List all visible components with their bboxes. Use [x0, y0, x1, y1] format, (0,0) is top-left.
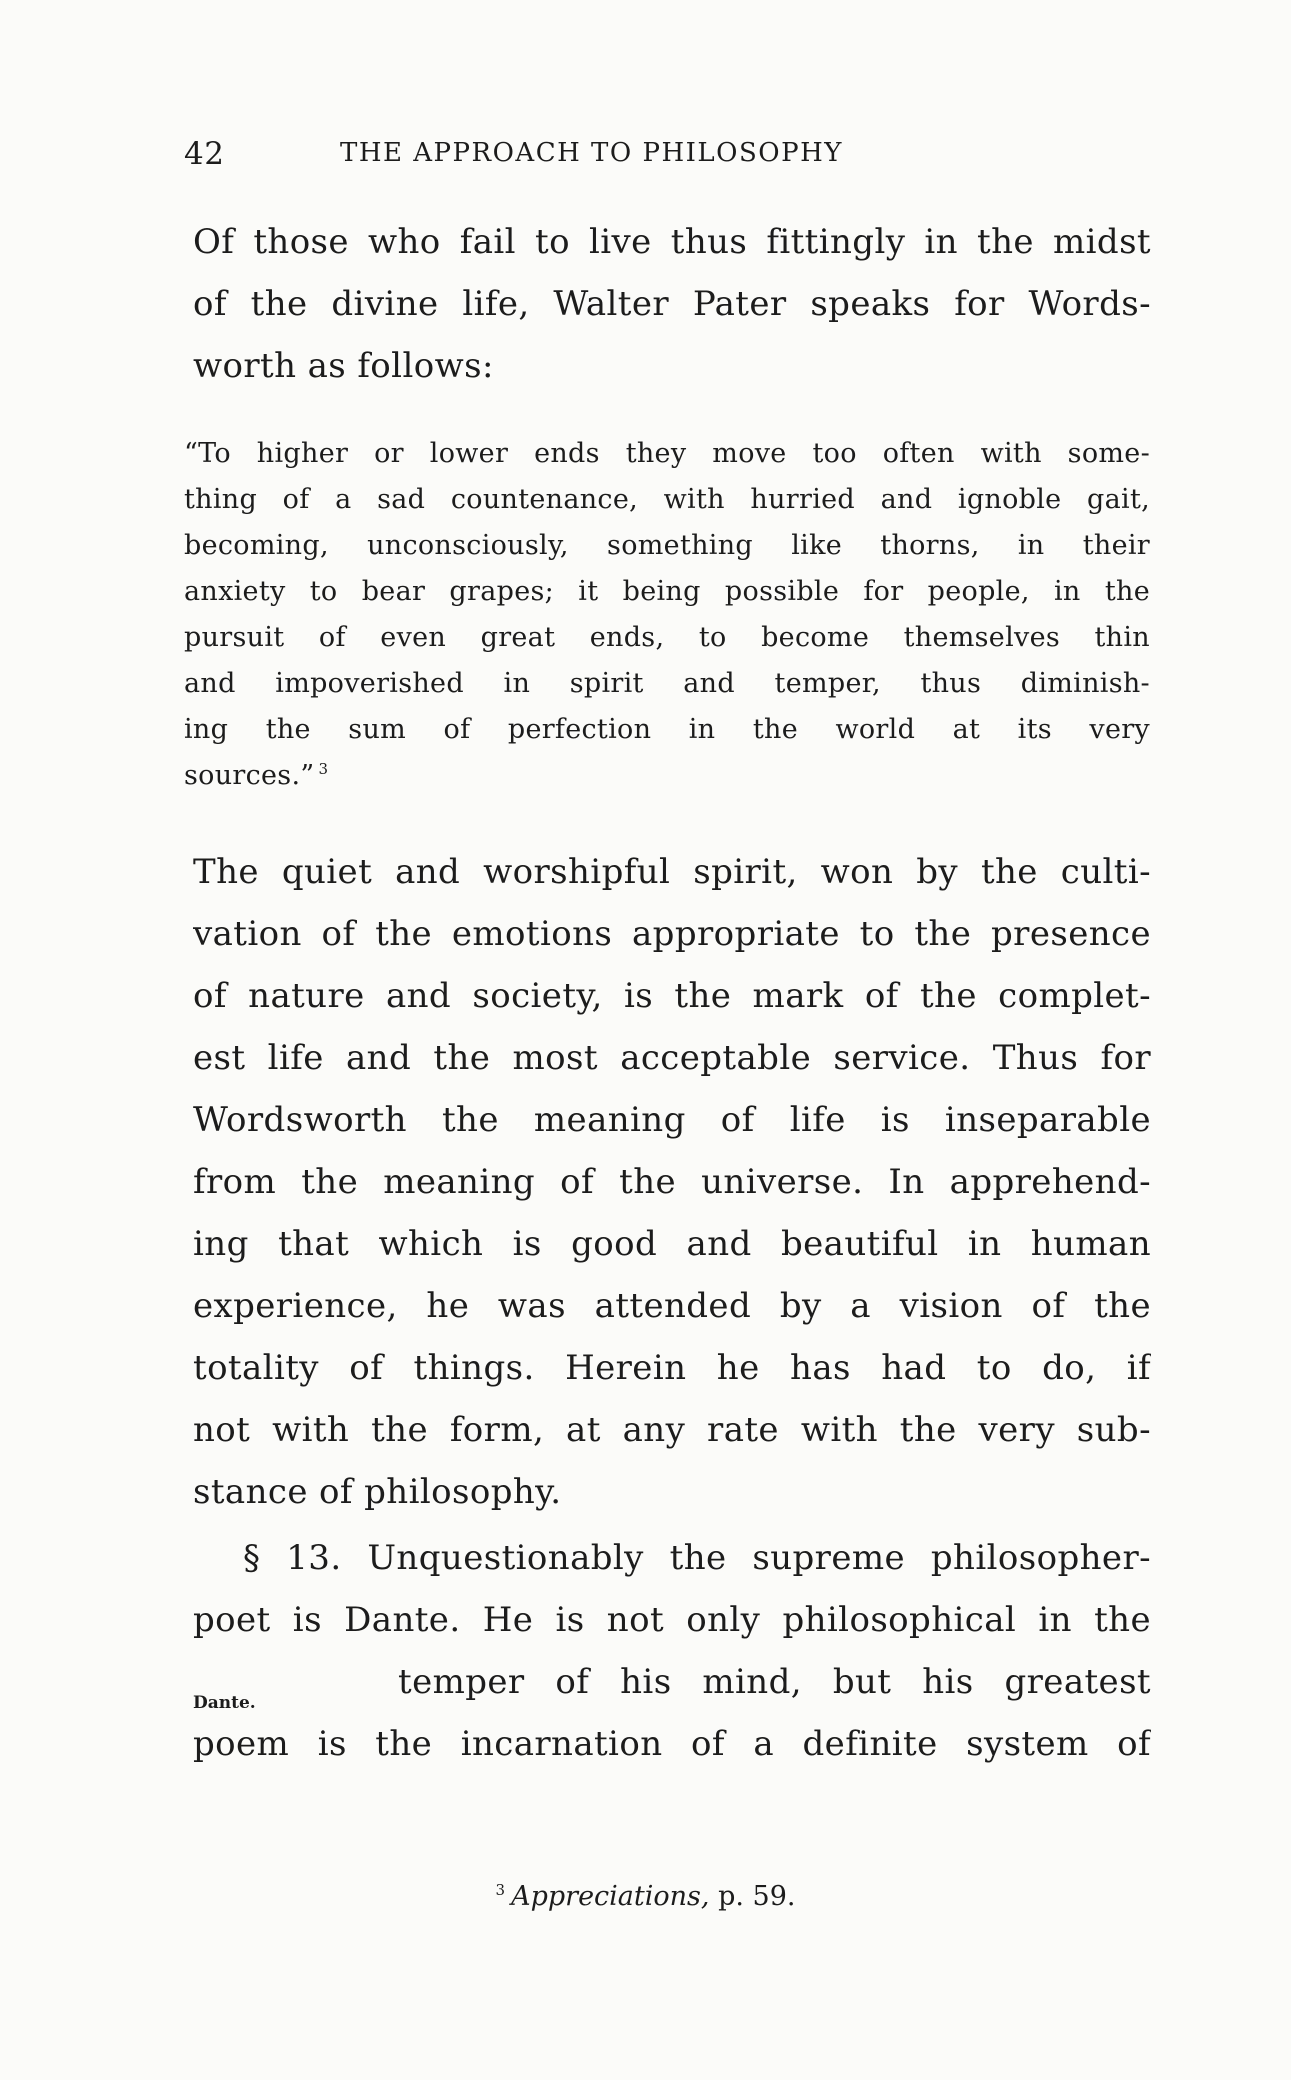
section-line: § 13. Unquestionably the supreme philosopher- — [243, 1538, 1151, 1578]
paragraph-line: est life and the most acceptable service. Thus for — [193, 1038, 1151, 1078]
quote-last-line — [184, 760, 1150, 806]
footnote — [0, 1881, 1291, 1912]
footnote-page: p. 59. — [718, 1881, 796, 1912]
paragraph-line: The quiet and worshipful spirit, won by the culti- — [193, 852, 1151, 892]
quote-line: ing the sum of perfection in the world at its very — [184, 714, 1150, 745]
intro-line: Of those who fail to live thus fittingly in the midst — [193, 222, 1151, 262]
paragraph-line: ing that which is good and beautiful in human — [193, 1224, 1151, 1264]
paragraph-line: experience, he was attended by a vision of the — [193, 1286, 1151, 1326]
running-head: THE APPROACH TO PHILOSOPHY — [340, 138, 843, 168]
footnote-mark: 3 — [495, 1881, 506, 1899]
quote-line: thing of a sad countenance, with hurried and ignoble gait, — [184, 484, 1150, 515]
quote-line: and impoverished in spirit and temper, thus diminish- — [184, 668, 1150, 699]
quote-line: anxiety to bear grapes; it being possible for people, in the — [184, 576, 1150, 607]
quote-line: pursuit of even great ends, to become themselves thin — [184, 622, 1150, 653]
footnote-title: Appreciations, — [511, 1881, 710, 1912]
intro-line: worth as follows: — [193, 346, 494, 386]
section-line: poem is the incarnation of a definite system of — [193, 1724, 1151, 1764]
footnote-reference: 3 — [318, 760, 329, 778]
intro-line: of the divine life, Walter Pater speaks for Words- — [193, 284, 1151, 324]
paragraph-line: totality of things. Herein he has had to do, if — [193, 1348, 1151, 1388]
paragraph-line: of nature and society, is the mark of the complet- — [193, 976, 1151, 1016]
quote-line: “To higher or lower ends they move too often with some- — [184, 438, 1150, 469]
paragraph-line: stance of philosophy. — [193, 1472, 562, 1512]
section-line: temper of his mind, but his greatest — [398, 1662, 1151, 1702]
paragraph-line: from the meaning of the universe. In apprehend- — [193, 1162, 1151, 1202]
section-line: poet is Dante. He is not only philosophical in the — [193, 1600, 1151, 1640]
page-number: 42 — [184, 136, 225, 172]
paragraph-line: not with the form, at any rate with the very sub- — [193, 1410, 1151, 1450]
paragraph-line: Wordsworth the meaning of life is inseparable — [193, 1100, 1151, 1140]
page-header — [180, 136, 980, 176]
paragraph-line: vation of the emotions appropriate to the presence — [193, 914, 1151, 954]
margin-note: Dante. — [193, 1693, 256, 1713]
quote-line: sources.” — [184, 760, 315, 791]
quote-line: becoming, unconsciously, something like thorns, in their — [184, 530, 1150, 561]
